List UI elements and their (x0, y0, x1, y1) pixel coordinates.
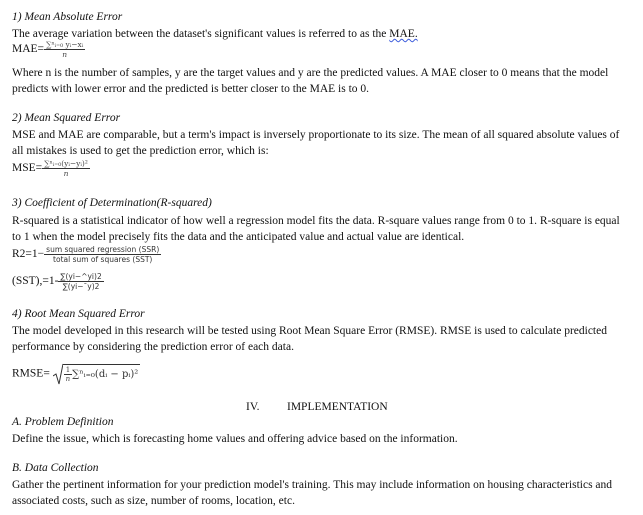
r2-fraction1-denominator: total sum of squares (SST) (53, 255, 153, 264)
heading-data-collection: B. Data Collection (12, 462, 99, 474)
mse-formula (12, 159, 90, 178)
r2-fraction2 (58, 272, 103, 291)
r2-formula2-label: (SST),=1- (12, 275, 59, 288)
r2-formula2 (12, 272, 104, 291)
r2-fraction2-numerator: ∑(yi−^yi)2 (60, 272, 102, 281)
section-number: IV. (246, 401, 260, 413)
r2-desc-line2: to 1 when the model precisely fits the data and the anticipated value and actual value are identical. (12, 231, 465, 243)
rmse-desc-line2: performance by considering the prediction error of each data. (12, 341, 294, 353)
mae-numerator: ∑ⁿᵢ₌₀ yᵢ−xᵢ (46, 40, 84, 49)
heading-problem-definition: A. Problem Definition (12, 416, 114, 428)
rmse-sqrt (53, 363, 141, 385)
mse-desc-line2: all mistakes is used to get the prediction error, which is: (12, 145, 269, 157)
heading-rmse: 4) Root Mean Squared Error (12, 308, 145, 320)
collection-desc-line2: associated costs, such as size, number of rooms, location, etc. (12, 495, 295, 507)
mae-intro-text: The average variation between the dataset's significant values is referred to as the (12, 28, 390, 40)
radical-sign-icon (53, 363, 63, 385)
r2-formula1 (12, 245, 161, 264)
mae-fraction (44, 40, 85, 59)
r2-formula1-label: R2=1− (12, 248, 45, 261)
r2-fraction1 (44, 245, 161, 264)
rmse-formula-label: RMSE= (12, 367, 50, 380)
rmse-inner-numerator: 1 (65, 366, 71, 375)
r2-fraction1-numerator: sum squared regression (SSR) (46, 245, 160, 254)
rmse-inner-denominator: n (65, 375, 71, 384)
rmse-sum-expression: ∑ⁿᵢ₌₀(dᵢ − pᵢ)² (72, 369, 139, 381)
mae-formula (12, 40, 85, 59)
r2-desc-line1: R-squared is a statistical indicator of how well a regression model fits the data. R-square values range from 0 to 1. R-square is equal (12, 215, 620, 227)
heading-mse: 2) Mean Squared Error (12, 112, 121, 124)
rmse-radicand (63, 364, 141, 383)
mae-desc-line1: Where n is the number of samples, y are the target values and y are the predicted values. A MAE closer to 0 means that the model (12, 67, 609, 79)
collection-desc-line1: Gather the pertinent information for your prediction model's training. This may include information on housing characteristics and (12, 479, 613, 491)
mae-desc-line2: predicts with lower error and the predicted is better closer to the MAE is to 0. (12, 83, 370, 95)
mse-numerator: ∑ⁿᵢ₌₀(yᵢ−yᵢ)² (44, 159, 88, 168)
mse-denominator: n (63, 169, 69, 178)
rmse-desc-line1: The model developed in this research will be tested using Root Mean Square Error (RMSE). RMSE is used to calculate predicted (12, 325, 607, 337)
heading-r2: 3) Coefficient of Determination(R-squared) (12, 197, 212, 209)
mae-formula-label: MAE= (12, 43, 45, 56)
mse-fraction (42, 159, 90, 178)
problem-desc: Define the issue, which is forecasting home values and offering advice based on the information. (12, 433, 458, 445)
section-title: IMPLEMENTATION (287, 401, 388, 413)
rmse-formula (12, 363, 140, 385)
mse-desc-line1: MSE and MAE are comparable, but a term's impact is inversely proportionate to its size. The mean of all squared absolute values of (12, 129, 620, 141)
heading-mae: 1) Mean Absolute Error (12, 11, 123, 23)
mae-denominator: n (62, 50, 68, 59)
r2-fraction2-denominator: ∑(yi−¯y)2 (62, 282, 100, 291)
mse-formula-label: MSE= (12, 162, 43, 175)
rmse-inner-fraction (64, 366, 72, 383)
mae-spellcheck-word: MAE. (389, 28, 418, 40)
